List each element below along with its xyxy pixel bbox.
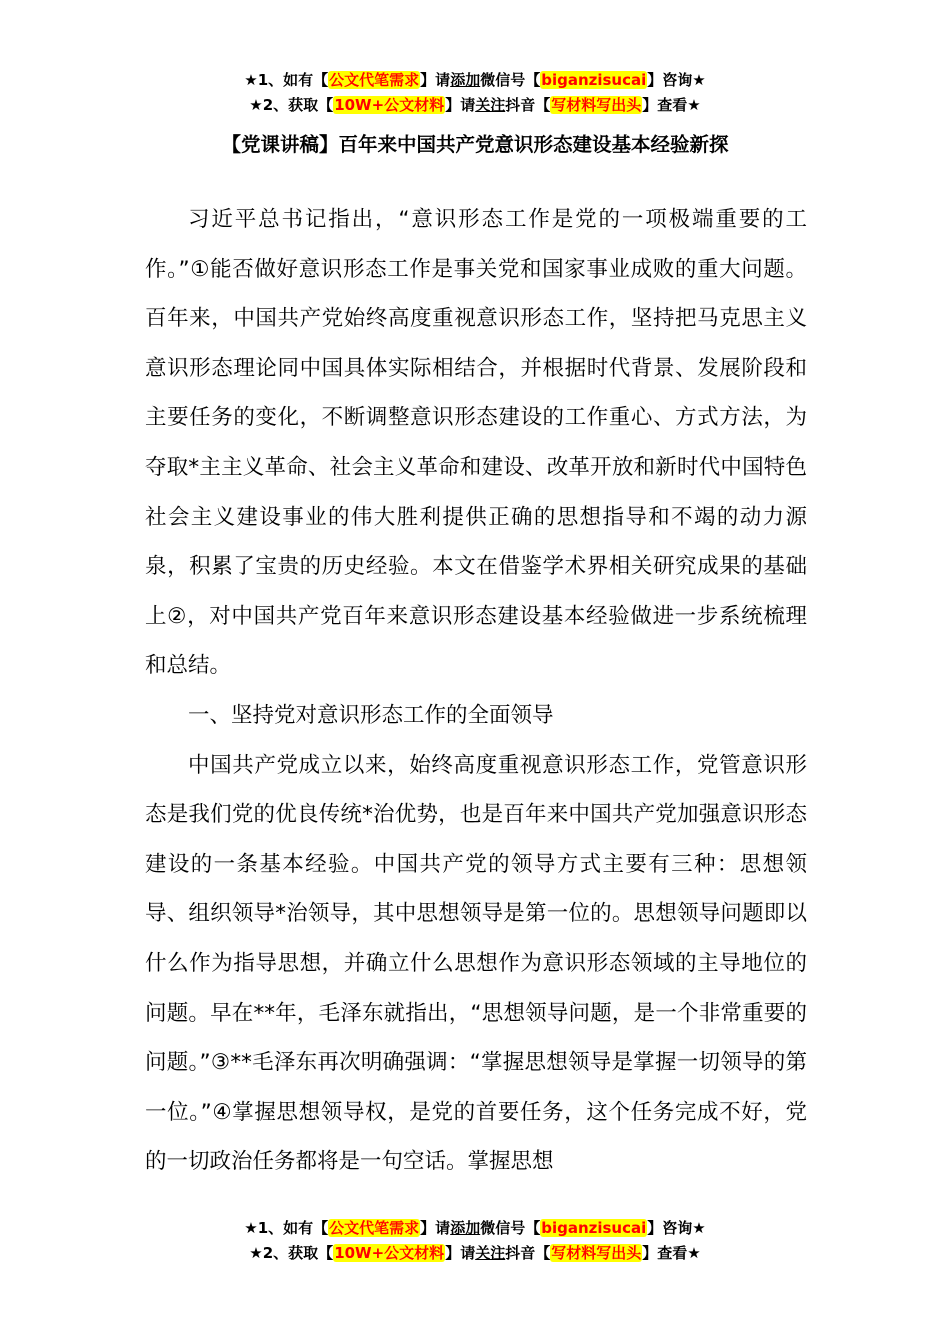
paragraph-section-1: 中国共产党成立以来，始终高度重视意识形态工作，党管意识形态是我们党的优良传统*治优势，也是百年来中国共产党加强意识形态建设的一条基本经验。中国共产党的领导方式主要有三种：思想领导、组织领导*治领导，其中思想领导是第一位的。思想领导问题即以什么作为指导思想，并确立什么思想作为意识形态领域的主导地位的问题。早在**年，毛泽东就指出，“思想领导问题，是一个非常重要的问题。”③**毛泽东再次明确强调：“掌握思想领导是掌握一切领导的第一位。”④掌握思想领导权，是党的首要任务，这个任务完成不好，党的一切政治任务都将是一句空话。掌握思想 — [145, 752, 807, 1175]
document-title: 【党课讲稿】百年来中国共产党意识形态建设基本经验新探 — [221, 133, 729, 156]
banner-text: 】请 — [445, 96, 476, 114]
banner-underline: 关注 — [475, 96, 506, 114]
banner-text: 微信号【 — [480, 1219, 541, 1237]
banner-line-2 — [0, 1241, 950, 1266]
highlight-douyin-id: 写材料写出头 — [551, 1244, 642, 1262]
banner-underline: 添加 — [450, 71, 481, 89]
banner-text: 】请 — [420, 71, 451, 89]
banner-text: ★1、如有【 — [244, 71, 329, 89]
highlight-wechat-id: biganzisucai — [541, 71, 647, 89]
banner-text: 】查看★ — [642, 96, 701, 114]
banner-text: 】查看★ — [642, 1244, 701, 1262]
banner-text: 抖音【 — [505, 1244, 551, 1262]
highlight-service: 公文代笔需求 — [329, 71, 420, 89]
paragraph-intro: 习近平总书记指出，“意识形态工作是党的一项极端重要的工作。”①能否做好意识形态工作是事关党和国家事业成败的重大问题。百年来，中国共产党始终高度重视意识形态工作，坚持把马克思主义意识形态理论同中国具体实际相结合，并根据时代背景、发展阶段和主要任务的变化，不断调整意识形态建设的工作重心、方式方法，为夺取*主主义革命、社会主义革命和建设、改革开放和新时代中国特色社会主义建设事业的伟大胜利提供正确的思想指导和不竭的动力源泉，积累了宝贵的历史经验。本文在借鉴学术界相关研究成果的基础上②，对中国共产党百年来意识形态建设基本经验做进一步系统梳理和总结。 — [145, 207, 807, 679]
banner-text: 】请 — [420, 1219, 451, 1237]
footer-banner — [0, 1216, 950, 1266]
banner-underline: 关注 — [475, 1244, 506, 1262]
banner-text: ★2、获取【 — [249, 96, 334, 114]
highlight-service: 公文代笔需求 — [329, 1219, 420, 1237]
banner-text: ★2、获取【 — [249, 1244, 334, 1262]
banner-text: 】咨询★ — [647, 71, 706, 89]
banner-text: 抖音【 — [505, 96, 551, 114]
highlight-douyin-id: 写材料写出头 — [551, 96, 642, 114]
document-body — [145, 195, 807, 1187]
header-banner — [0, 68, 950, 118]
section-heading-1: 一、坚持党对意识形态工作的全面领导 — [188, 702, 554, 728]
highlight-wechat-id: biganzisucai — [541, 1219, 647, 1237]
highlight-materials: 10W+公文材料 — [334, 1244, 445, 1262]
banner-line-2 — [0, 93, 950, 118]
banner-text: 】咨询★ — [647, 1219, 706, 1237]
banner-text: ★1、如有【 — [244, 1219, 329, 1237]
highlight-materials: 10W+公文材料 — [334, 96, 445, 114]
banner-text: 】请 — [445, 1244, 476, 1262]
banner-line-1 — [0, 68, 950, 93]
banner-text: 微信号【 — [480, 71, 541, 89]
banner-line-1 — [0, 1216, 950, 1241]
banner-underline: 添加 — [450, 1219, 481, 1237]
